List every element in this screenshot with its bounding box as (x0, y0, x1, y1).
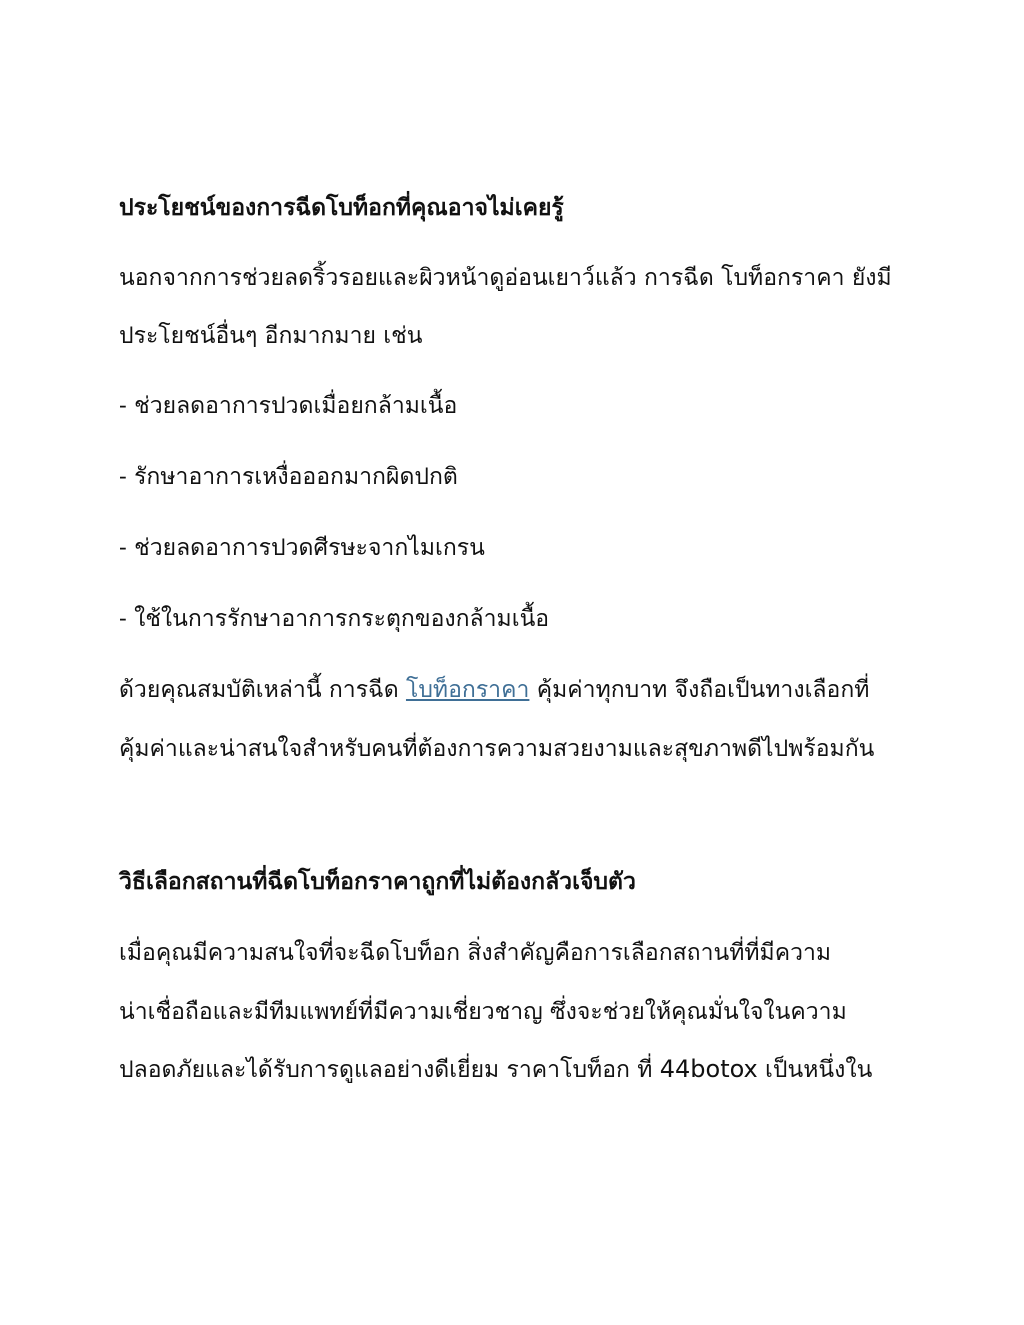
intro-line-2: ประโยชน์อื่นๆ อีกมากมาย เช่น (119, 323, 423, 349)
botox-price-link[interactable]: โบท็อกราคา (405, 677, 530, 703)
conclusion-text-before-link: ด้วยคุณสมบัติเหล่านี้ การฉีด (119, 677, 406, 703)
section1-heading: ประโยชน์ของการฉีดโบท็อกที่คุณอาจไม่เคยรู้ (119, 194, 564, 221)
intro-line-1: นอกจากการช่วยลดริ้วรอยและผิวหน้าดูอ่อนเยาว์แล้ว การฉีด โบท็อกราคา ยังมี (119, 265, 892, 291)
conclusion-text-after-link: คุ้มค่าทุกบาท จึงถือเป็นทางเลือกที่ (529, 677, 870, 703)
section2-heading: วิธีเลือกสถานที่ฉีดโบท็อกราคาถูกที่ไม่ต้องกลัวเจ็บตัว (119, 868, 636, 895)
conclusion-line-2: คุ้มค่าและน่าสนใจสำหรับคนที่ต้องการความสวยงามและสุขภาพดีไปพร้อมกัน (119, 736, 875, 762)
section2-line-3-before: ปลอดภัยและได้รับการดูแลอย่างดีเยี่ยม ราคาโบท็อก ที่ (119, 1057, 660, 1083)
conclusion-line-1 (119, 674, 869, 706)
section2-line-2: น่าเชื่อถือและมีทีมแพทย์ที่มีความเชี่ยวชาญ ซึ่งจะช่วยให้คุณมั่นใจในความ (119, 999, 847, 1025)
section2-line-3 (119, 1053, 872, 1086)
bullet-item-3: - ช่วยลดอาการปวดศีรษะจากไมเกรน (119, 535, 485, 561)
brand-name: 44botox (659, 1055, 758, 1083)
bullet-item-4: - ใช้ในการรักษาอาการกระตุกของกล้ามเนื้อ (119, 606, 550, 632)
bullet-item-1: - ช่วยลดอาการปวดเมื่อยกล้ามเนื้อ (119, 393, 458, 419)
bullet-item-2: - รักษาอาการเหงื่อออกมากผิดปกติ (119, 464, 458, 490)
section2-line-1: เมื่อคุณมีความสนใจที่จะฉีดโบท็อก สิ่งสำคัญคือการเลือกสถานที่ที่มีความ (119, 940, 832, 966)
section2-line-3-after: เป็นหนึ่งใน (757, 1057, 873, 1083)
